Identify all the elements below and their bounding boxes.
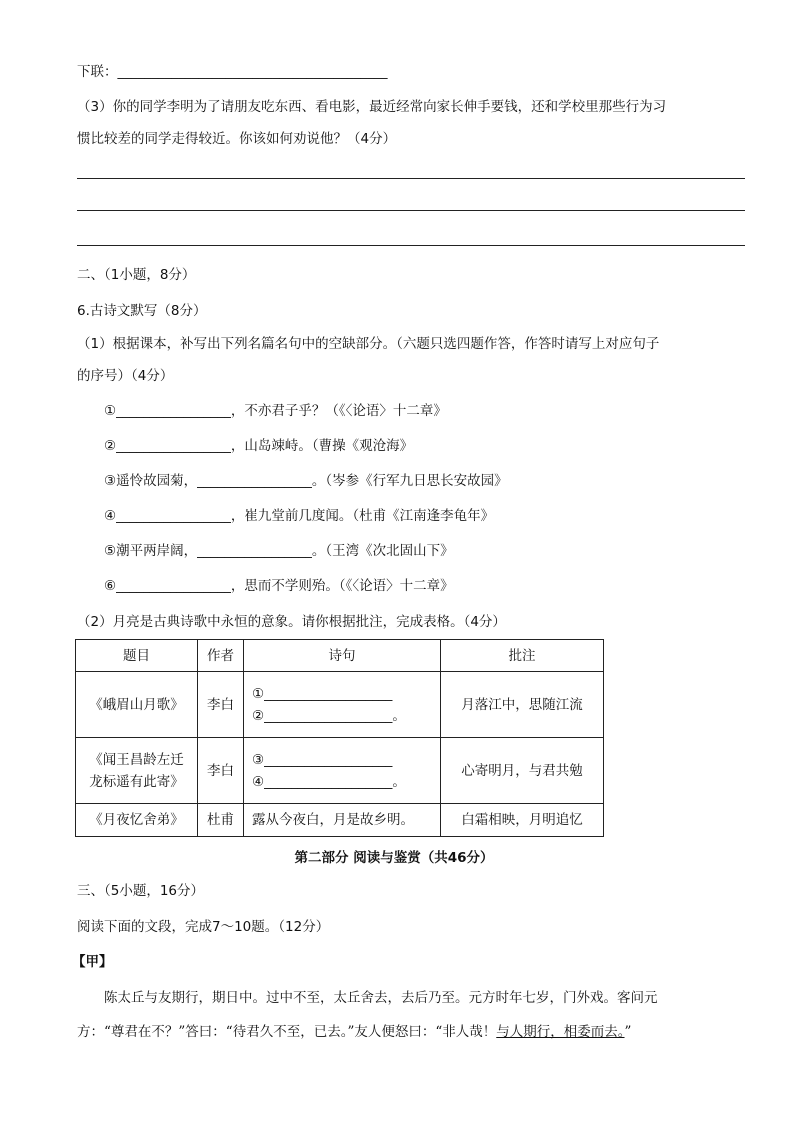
section2-heading: 二、（1小题，8分） [77,267,196,283]
recitation-item-5: ⑤潮平两岸阔，_________________。（王湾《次北固山下》 [104,543,454,559]
row2-verse-blank-1: ③___________________ [252,751,393,768]
answer-line-3 [77,245,745,246]
row1-author: 李白 [198,672,244,738]
row1-title: 《峨眉山月歌》 [76,672,198,738]
header-verse: 诗句 [244,640,441,672]
row3-title: 《月夜忆舍弟》 [76,804,198,837]
row2-verse [244,738,441,804]
header-author: 作者 [198,640,244,672]
q5-3-prompt-line1: （3）你的同学李明为了请朋友吃东西、看电影，最近经常向家长伸手要钱，还和学校里那些行为习 [77,99,667,115]
q6-title: 6.古诗文默写（8分） [77,303,207,319]
q5-3-prompt-line2: 惯比较差的同学走得较近。你该如何劝说他？（4分） [77,131,397,147]
part2-heading: 第二部分 阅读与鉴赏（共46分） [294,850,494,866]
answer-line-1 [77,178,745,179]
recitation-item-2: ②_________________，山岛竦峙。（曹操《观沧海》 [104,438,414,454]
row2-note: 心寄明月，与君共勉 [441,738,604,804]
row2-title: 《闻王昌龄左迁 龙标遥有此寄》 [76,738,198,804]
recitation-item-1: ①_________________，不亦君子乎？（《〈论语〉十二章》 [104,403,447,419]
xialian-line [77,62,388,82]
row1-verse-blank-1: ①___________________ [252,685,393,702]
passage-line-2: 方：“尊君在不？”答曰：“待君久不至，已去。”友人便怒曰：“非人哉！与人期行，相委而去。” [77,1024,632,1040]
reading-instruction: 阅读下面的文段，完成7～10题。（12分） [77,919,330,935]
recitation-item-4: ④_________________，崔九堂前几度闻。（杜甫《江南逢李龟年》 [104,508,495,524]
section3-heading: 三、（5小题，16分） [77,883,205,899]
header-note: 批注 [441,640,604,672]
q6-1-line2: 的序号）（4分） [77,368,174,384]
row1-verse [244,672,441,738]
underlined-sentence: 与人期行，相委而去。 [496,1024,625,1040]
q6-2-prompt: （2）月亮是古典诗歌中永恒的意象。请你根据批注，完成表格。（4分） [77,614,506,630]
row1-note: 月落江中，思随江流 [441,672,604,738]
row2-verse-blank-2: ④___________________。 [252,773,406,790]
row2-author: 李白 [198,738,244,804]
row3-author: 杜甫 [198,804,244,837]
header-title: 题目 [76,640,198,672]
passage-line-1: 陈太丘与友期行，期日中。过中不至，太丘舍去，去后乃至。元方时年七岁，门外戏。客问元 [104,990,658,1006]
table-header-row [76,640,604,672]
table-row [76,738,604,804]
answer-line-2 [77,210,745,211]
recitation-item-6: ⑥_________________，思而不学则殆。（《〈论语〉十二章》 [104,578,454,594]
moon-poem-table [75,639,604,837]
xialian-blank: ________________________________________ [117,64,388,80]
row1-verse-blank-2: ②___________________。 [252,707,406,724]
row3-verse: 露从今夜白，月是故乡明。 [244,804,441,837]
recitation-item-3: ③遥怜故园菊，_________________。（岑参《行军九日思长安故园》 [104,473,508,489]
q6-1-line1: （1）根据课本，补写出下列名篇名句中的空缺部分。（六题只选四题作答，作答时请写上对应句子 [77,336,660,352]
table-row [76,672,604,738]
passage-label-jia: 【甲】 [72,954,113,970]
xialian-label: 下联： [77,64,118,80]
table-row [76,804,604,837]
row3-note: 白霜相映，月明追忆 [441,804,604,837]
